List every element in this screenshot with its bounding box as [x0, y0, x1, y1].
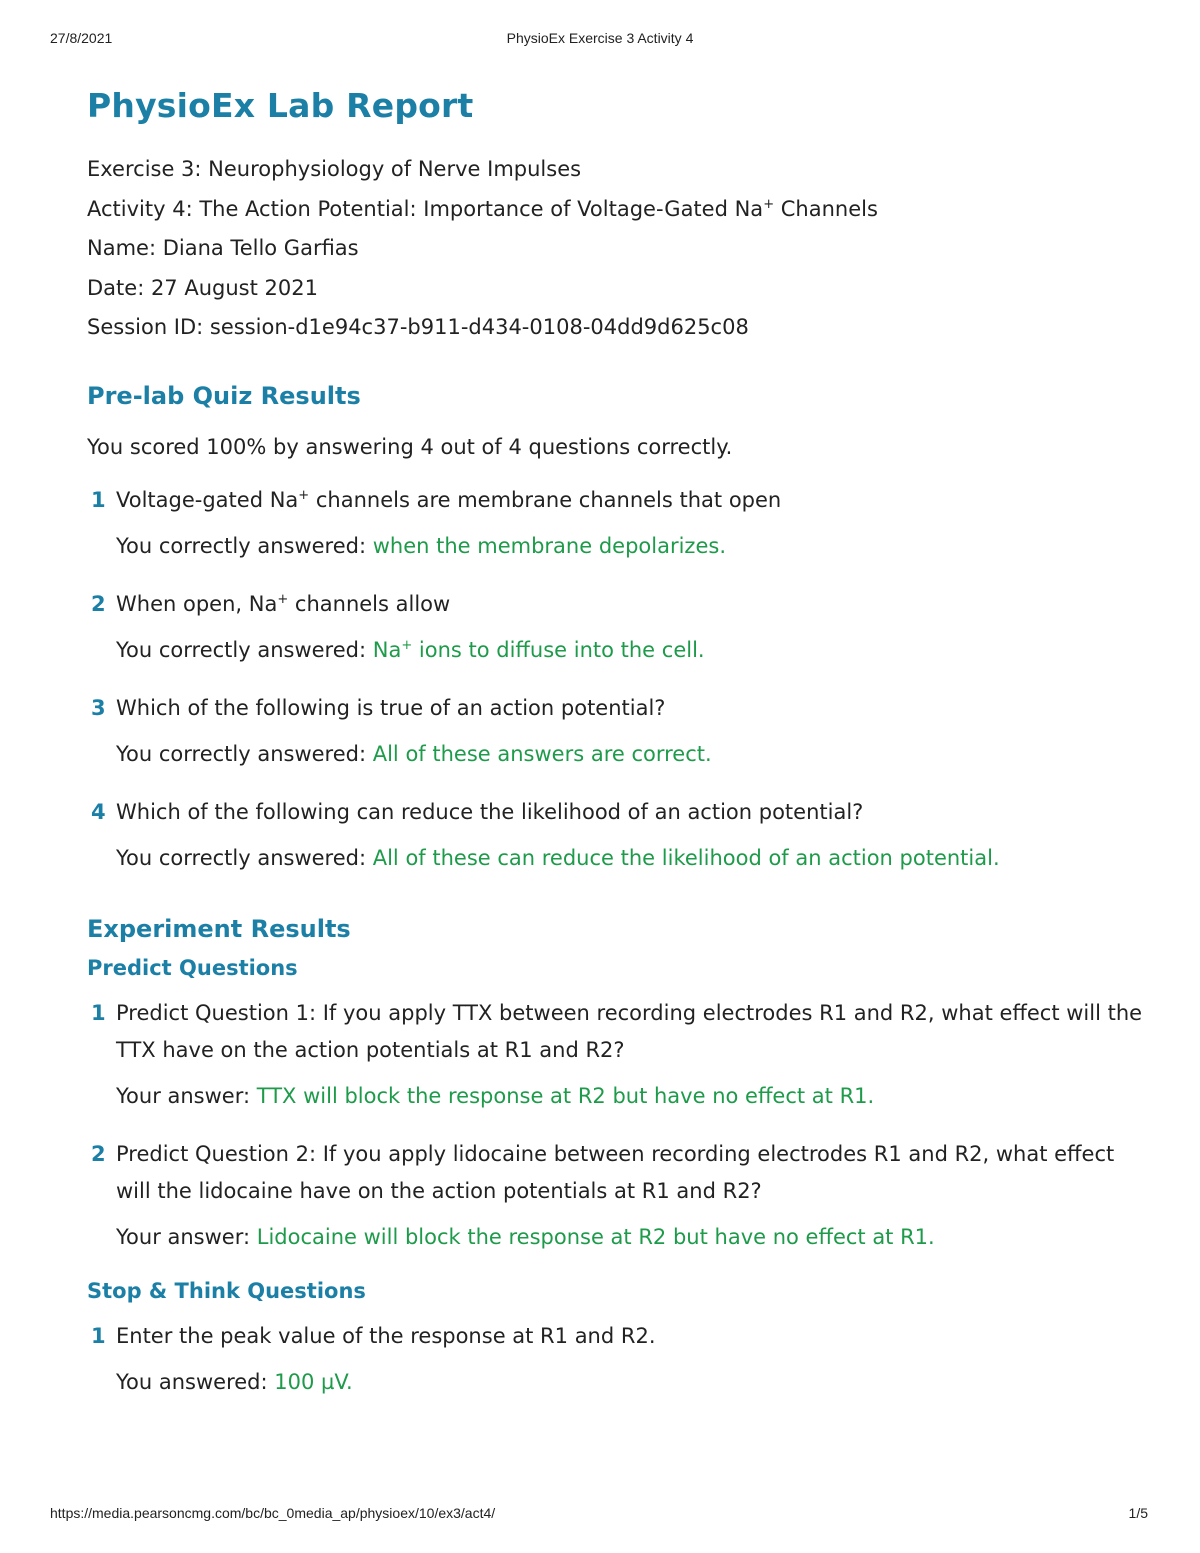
print-page-title: PhysioEx Exercise 3 Activity 4 [506, 30, 694, 46]
question-text: Predict Question 2: If you apply lidocaine between recording electrodes R1 and R2, what effect will the lidocaine have on the action potentials at R1 and R2? [116, 1141, 1115, 1203]
prelab-score: You scored 100% by answering 4 out of 4 questions correctly. [87, 434, 733, 459]
question-text: Which of the following is true of an action potential? [116, 695, 666, 720]
answer-sup: + [401, 637, 413, 653]
experiment-title: Experiment Results [87, 914, 351, 943]
student-name: Name: Diana Tello Garfias [87, 236, 359, 260]
question-sup: + [298, 487, 310, 503]
activity-line [87, 190, 1147, 230]
predict-title: Predict Questions [87, 955, 298, 980]
question-text: Which of the following can reduce the likelihood of an action potential? [116, 799, 864, 824]
question-number: 3 [91, 695, 106, 720]
predict-answer [87, 1222, 1147, 1252]
prelab-question [87, 482, 1147, 519]
question-number: 4 [91, 799, 106, 824]
predict-answer [87, 1081, 1147, 1111]
question-text: When open, Na [116, 591, 278, 616]
prelab-question [87, 690, 1147, 727]
prelab-question [87, 586, 1147, 623]
question-number: 2 [91, 591, 106, 616]
question-number: 1 [91, 1323, 106, 1348]
prelab-answer [87, 531, 1147, 561]
stop-think-title: Stop & Think Questions [87, 1278, 366, 1303]
print-footer [0, 1505, 1200, 1525]
print-date: 27/8/2021 [50, 30, 113, 46]
answer-value-end: ions to diffuse into the cell. [412, 637, 705, 662]
answer-value: All of these answers are correct. [372, 741, 712, 766]
answer-value: Lidocaine will block the response at R2 but have no effect at R1. [256, 1224, 935, 1249]
prelab-answer [87, 635, 1147, 665]
question-number: 1 [91, 1000, 106, 1025]
answer-value: TTX will block the response at R2 but have no effect at R1. [256, 1083, 875, 1108]
activity-text: Activity 4: The Action Potential: Importance of Voltage-Gated Na [87, 196, 764, 221]
prelab-answer [87, 739, 1147, 769]
answer-prefix: You correctly answered: [116, 637, 373, 662]
answer-value-start: Na [372, 637, 402, 662]
question-text: Enter the peak value of the response at R1 and R2. [116, 1323, 656, 1348]
answer-prefix: Your answer: [116, 1224, 257, 1249]
activity-suffix: Channels [774, 196, 878, 221]
session-id: Session ID: session-d1e94c37-b911-d434-0108-04dd9d625c08 [87, 315, 749, 339]
stop-think-answer [87, 1367, 1147, 1397]
print-page-number: 1/5 [1128, 1505, 1148, 1521]
answer-value [373, 638, 705, 662]
exercise-line: Exercise 3: Neurophysiology of Nerve Impulses [87, 157, 582, 181]
predict-question [87, 995, 1147, 1069]
answer-value: All of these can reduce the likelihood of an action potential. [372, 845, 1000, 870]
activity-sup: + [763, 196, 775, 212]
question-text: Predict Question 1: If you apply TTX between recording electrodes R1 and R2, what effect will the TTX have on the action potentials at R1 and R2? [116, 1000, 1143, 1062]
question-text-end: channels allow [288, 591, 451, 616]
answer-value: 100 µV. [274, 1369, 353, 1394]
question-text-end: channels are membrane channels that open [309, 487, 782, 512]
report-title: PhysioEx Lab Report [87, 86, 474, 125]
question-sup: + [277, 591, 289, 607]
answer-prefix: You correctly answered: [116, 741, 373, 766]
prelab-answer [87, 843, 1147, 873]
lab-report [87, 84, 1147, 1397]
stop-think-question [87, 1318, 1147, 1355]
answer-prefix: You correctly answered: [116, 533, 373, 558]
answer-prefix: Your answer: [116, 1083, 257, 1108]
question-text: Voltage-gated Na [116, 487, 299, 512]
answer-value: when the membrane depolarizes. [372, 533, 726, 558]
print-header [0, 30, 1200, 50]
answer-prefix: You answered: [116, 1369, 275, 1394]
prelab-title: Pre-lab Quiz Results [87, 381, 361, 410]
predict-question [87, 1136, 1147, 1210]
print-url: https://media.pearsoncmg.com/bc/bc_0media_ap/physioex/10/ex3/act4/ [50, 1505, 496, 1521]
prelab-question [87, 794, 1147, 831]
answer-prefix: You correctly answered: [116, 845, 373, 870]
question-number: 1 [91, 487, 106, 512]
report-date: Date: 27 August 2021 [87, 275, 318, 300]
question-number: 2 [91, 1141, 106, 1166]
